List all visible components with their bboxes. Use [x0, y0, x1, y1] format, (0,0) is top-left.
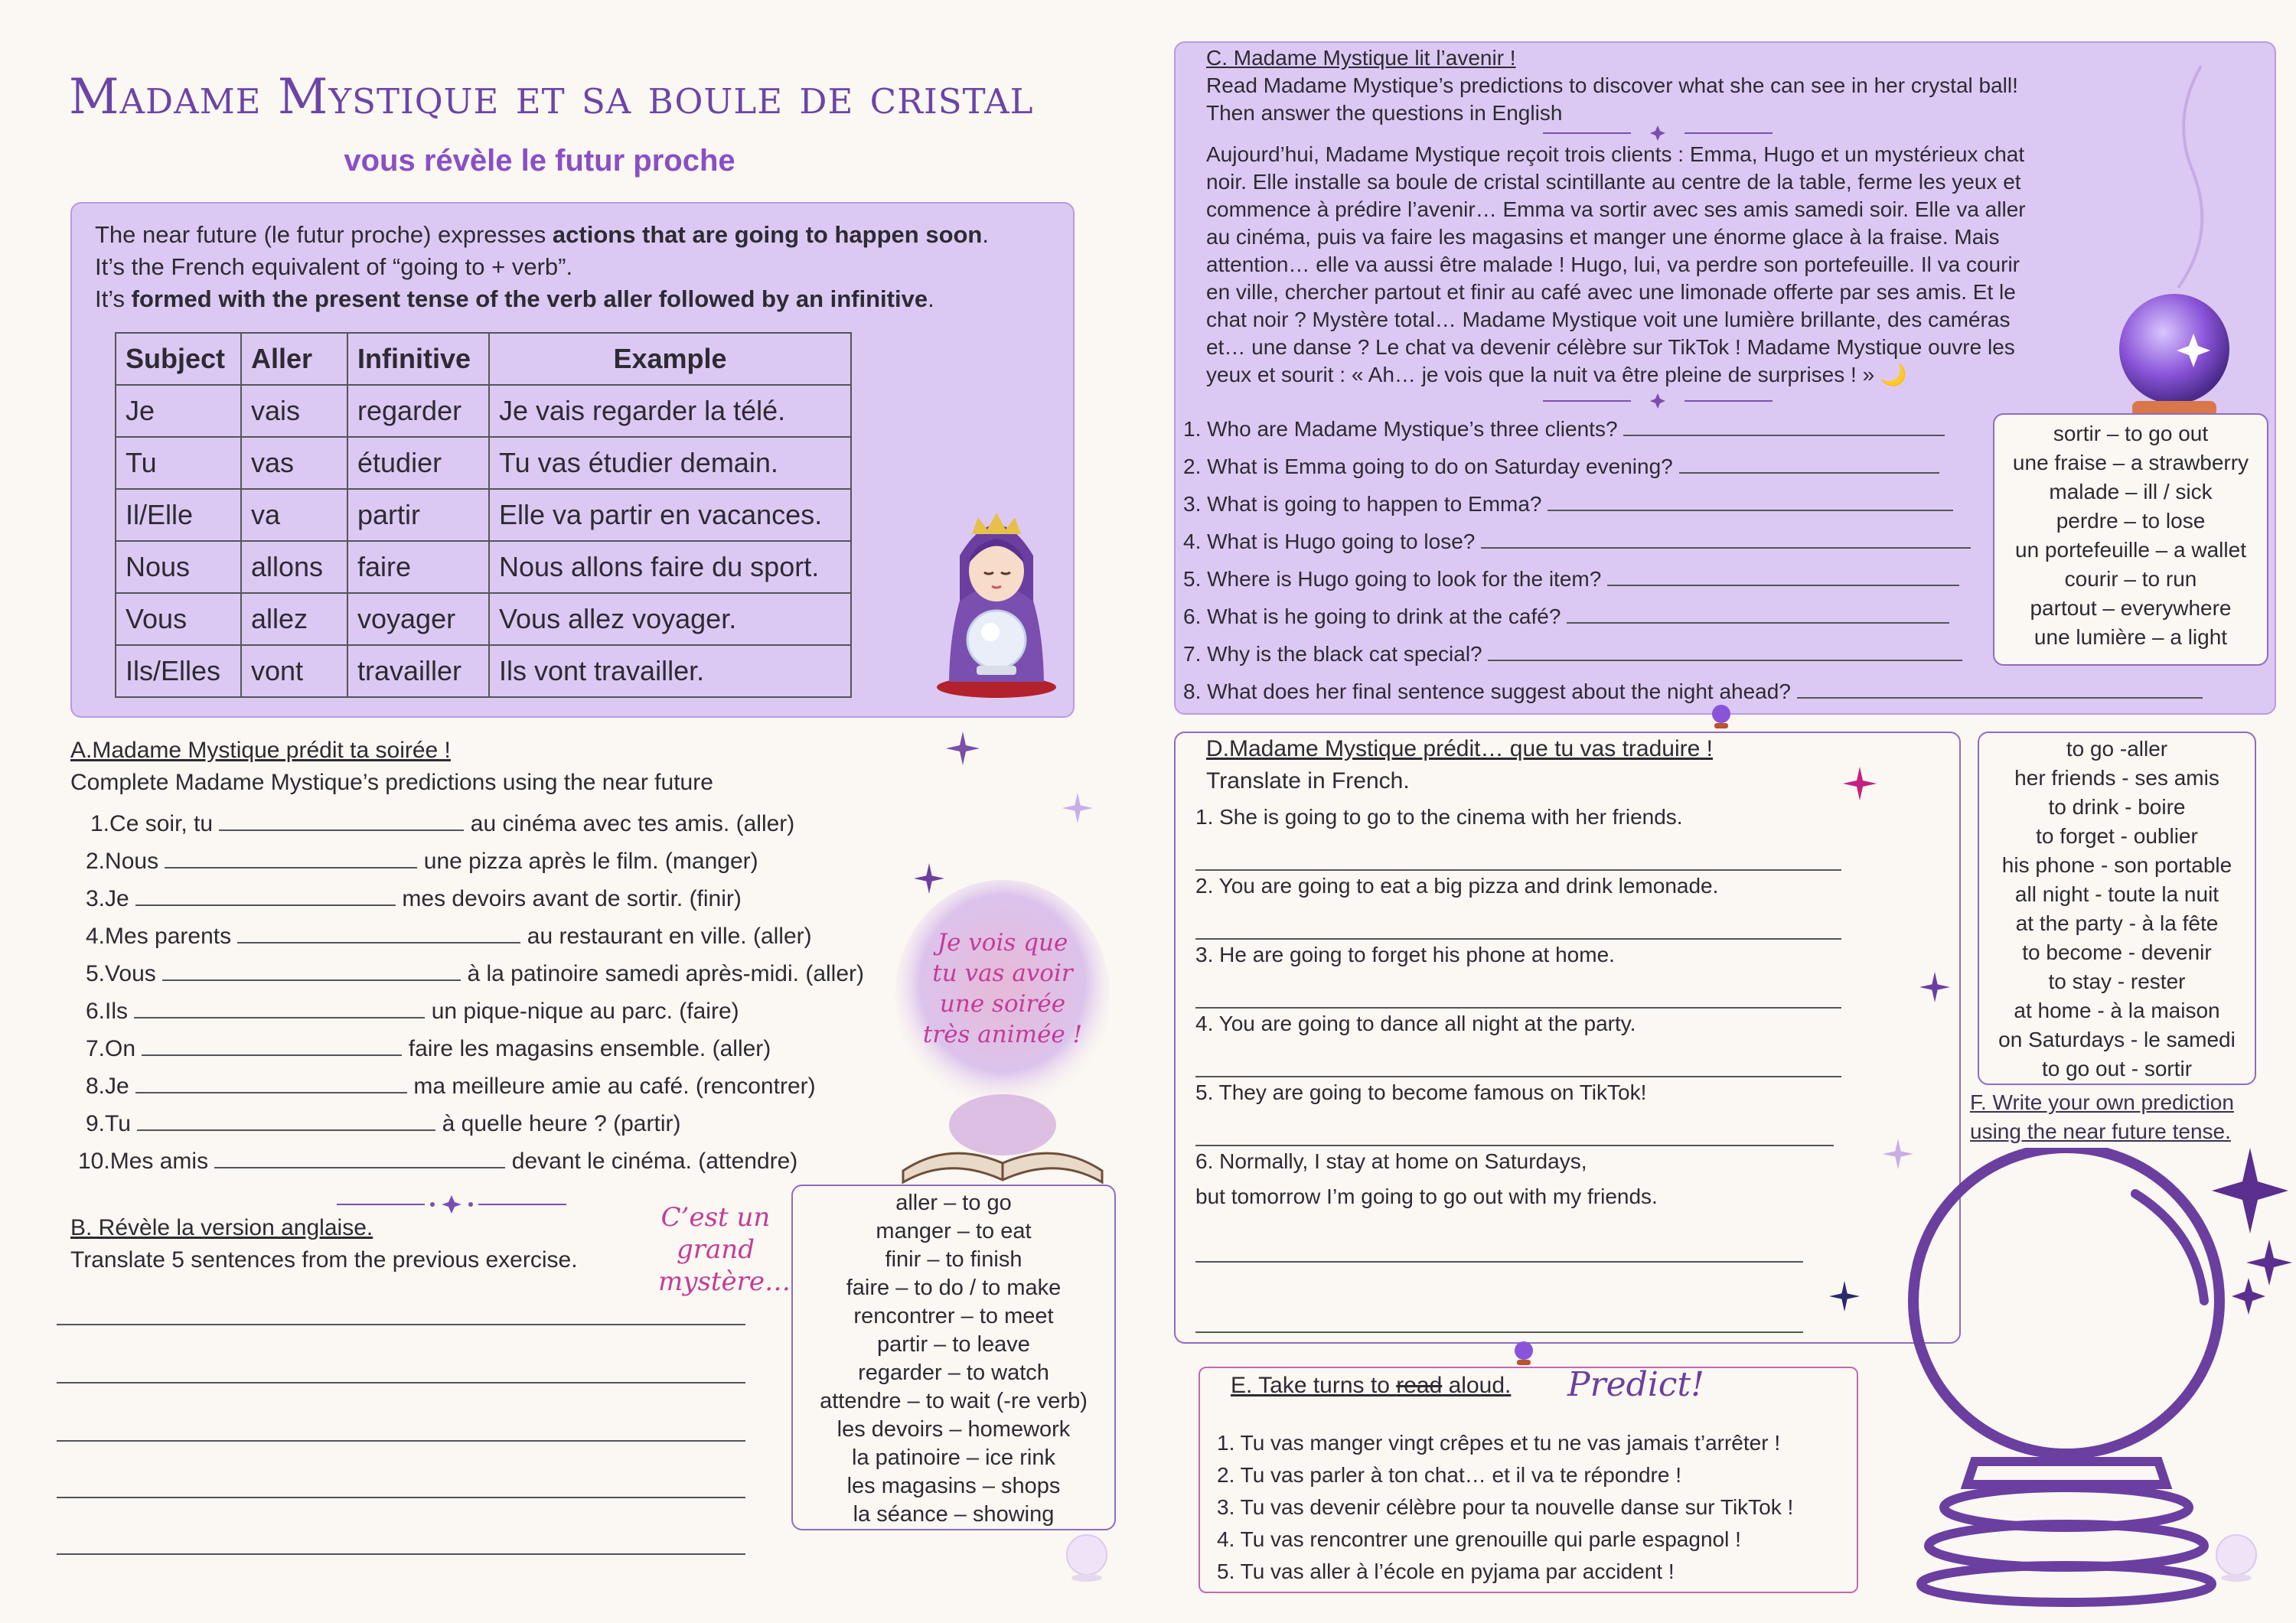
intro-panel — [70, 202, 1075, 718]
vocab-box-a: aller – to go manger – to eat finir – to finish faire – to do / to make rencontrer – to meet partir – to leave regarder – to watch attendre – to wait (-re verb) les devoirs – homework la patinoire – ice rink les magasins – shops la séance – showing — [791, 1185, 1116, 1530]
answer-blank[interactable] — [237, 924, 520, 943]
section-d-box — [1174, 732, 1961, 1344]
page-title: Madame Mystique et sa boule de cristal — [69, 69, 1034, 125]
answer-blank[interactable] — [219, 811, 464, 831]
speaking-item: 2. Tu vas parler à ton chat… et il va te répondre ! — [1217, 1463, 1681, 1487]
table-row: Ils/Elles vont travailler Ils vont travailler. — [116, 645, 851, 697]
answer-blank[interactable] — [214, 1149, 505, 1168]
bubble-text: Je vois que tu vas avoir une soirée très animée ! — [922, 929, 1083, 1048]
section-e-box — [1199, 1367, 1858, 1593]
answer-blank[interactable] — [1623, 416, 1945, 436]
answer-blank[interactable] — [1797, 679, 2203, 699]
table-header: Infinitive — [347, 333, 489, 385]
sparkle-icon — [1919, 972, 1950, 1002]
exercise-a-item: 7.On faire les magasins ensemble. (aller) — [86, 1036, 771, 1061]
exercise-a-item: 3.Je mes devoirs avant de sortir. (finir) — [86, 886, 742, 911]
story-line: Aujourd’hui, Madame Mystique reçoit trois clients : Emma, Hugo et un mystérieux chat — [1206, 142, 2025, 166]
mini-crystal-ball-icon — [1512, 1341, 1535, 1367]
intro-line-3: It’s formed with the present tense of the verb aller followed by an infinitive. — [95, 285, 934, 312]
speaking-item: 5. Tu vas aller à l’école en pyjama par accident ! — [1217, 1559, 1675, 1583]
translate-item: 5. They are going to become famous on TikTok! — [1195, 1080, 1647, 1104]
answer-blank[interactable] — [135, 886, 396, 906]
story-line: noir. Elle installe sa boule de cristal scintillante au centre de la table, ferme les yeux et — [1206, 170, 2021, 194]
exercise-a-item: 8.Je ma meilleure amie au café. (rencontrer) — [86, 1074, 816, 1099]
sparkle-icon — [1829, 1281, 1860, 1312]
answer-line[interactable] — [1195, 1261, 1803, 1263]
table-row: Vous allez voyager Vous allez voyager. — [116, 593, 851, 645]
vocab-box-d: to go -aller her friends - ses amis to drink - boire to forget - oublier his phone - son portable all night - toute la nuit at the party - à la fête to become - devenir to stay - rester at home - à la maison on Saturdays - le samedi to go out - sortir — [1978, 732, 2256, 1085]
exercise-a-item: 10.Mes amis devant le cinéma. (attendre) — [78, 1149, 798, 1174]
answer-line[interactable] — [1195, 1331, 1803, 1333]
question-line: 3. What is going to happen to Emma? — [1183, 491, 1953, 517]
answer-line[interactable] — [1195, 1145, 1834, 1146]
sparkle-icon — [914, 863, 944, 894]
exercise-a-item: 1.Ce soir, tu au cinéma avec tes amis. (aller) — [90, 811, 795, 836]
page-subtitle: vous révèle le futur proche — [344, 144, 735, 178]
speaking-item: 4. Tu vas rencontrer une grenouille qui parle espagnol ! — [1217, 1527, 1741, 1551]
conjugation-table — [115, 332, 852, 698]
table-row: Nous allons faire Nous allons faire du sport. — [116, 541, 851, 593]
question-line: 2. What is Emma going to do on Saturday evening? — [1183, 454, 1939, 479]
table-header: Subject — [116, 333, 241, 385]
section-b-heading: B. Révèle la version anglaise. — [70, 1215, 373, 1240]
exercise-a-item: 2.Nous une pizza après le film. (manger) — [86, 849, 758, 874]
answer-blank[interactable] — [137, 1111, 435, 1131]
answer-blank[interactable] — [134, 999, 425, 1018]
fortune-teller-illustration — [935, 487, 1058, 701]
sparkle-icon — [1883, 1139, 1913, 1169]
sparkle-icon — [1062, 793, 1093, 823]
answer-line[interactable] — [1195, 1007, 1841, 1009]
pearl-ball-icon — [1065, 1533, 1108, 1582]
story-line: yeux et sourit : « Ah… je vois que la nuit va être pleine de surprises ! » 🌙 — [1206, 363, 1907, 386]
answer-line[interactable] — [57, 1553, 745, 1555]
answer-line[interactable] — [57, 1324, 745, 1325]
answer-blank[interactable] — [142, 1036, 402, 1056]
section-c-instruction: Read Madame Mystique’s predictions to discover what she can see in her crystal ball! — [1206, 73, 2018, 97]
exercise-a-item: 9.Tu à quelle heure ? (partir) — [86, 1111, 681, 1136]
sparkle-icon — [946, 732, 980, 765]
table-row: Tu vas étudier Tu vas étudier demain. — [116, 437, 851, 489]
answer-line[interactable] — [57, 1382, 745, 1383]
divider-ornament — [1543, 125, 1773, 141]
section-d-instruction: Translate in French. — [1206, 768, 1410, 794]
section-a-instruction: Complete Madame Mystique’s predictions using the near future — [70, 770, 713, 795]
translate-item: 4. You are going to dance all night at the party. — [1195, 1012, 1636, 1035]
section-c-heading: C. Madame Mystique lit l’avenir ! — [1206, 46, 1516, 70]
answer-line[interactable] — [1195, 869, 1841, 871]
story-line: attention… elle va aussi être malade ! Hugo, lui, va perdre son portefeuille. Il va courir — [1206, 253, 2020, 276]
answer-line[interactable] — [57, 1497, 745, 1498]
exercise-a-item: 5.Vous à la patinoire samedi après-midi. (aller) — [86, 961, 864, 986]
answer-blank[interactable] — [135, 1074, 407, 1093]
table-row: Je vais regarder Je vais regarder la télé. — [116, 385, 851, 437]
exercise-a-item: 6.Ils un pique-nique au parc. (faire) — [86, 999, 739, 1024]
question-line: 4. What is Hugo going to lose? — [1183, 529, 1971, 554]
section-d-heading: D.Madame Mystique prédit… que tu vas traduire ! — [1206, 736, 1713, 761]
answer-blank[interactable] — [1488, 641, 1962, 661]
vocab-box-c: sortir – to go out une fraise – a strawberry malade – ill / sick perdre – to lose un portefeuille – a wallet courir – to run partout – everywhere une lumière – a light — [1993, 413, 2268, 666]
mini-crystal-ball-icon — [1710, 704, 1733, 730]
question-line: 1. Who are Madame Mystique’s three clients? — [1183, 416, 1945, 442]
answer-blank[interactable] — [1567, 604, 1949, 624]
section-a-heading: A.Madame Mystique prédit ta soirée ! — [70, 738, 451, 763]
answer-blank[interactable] — [165, 849, 417, 869]
story-line: chat noir ? Mystère total… Madame Mystique voit une lumière brillante, des caméras — [1206, 308, 2011, 331]
speaking-item: 3. Tu vas devenir célèbre pour ta nouvelle danse sur TikTok ! — [1217, 1495, 1794, 1519]
exercise-a-item: 4.Mes parents au restaurant en ville. (aller) — [86, 924, 812, 949]
mystery-text: C’est un grand mystère… — [658, 1202, 791, 1297]
answer-blank[interactable] — [1548, 491, 1953, 511]
table-row: Il/Elle va partir Elle va partir en vacances. — [116, 489, 851, 541]
translate-item: 6. Normally, I stay at home on Saturdays, — [1195, 1149, 1587, 1173]
story-line: commence à prédire l’avenir… Emma va sortir avec ses amis samedi soir. Elle va aller — [1206, 197, 2026, 221]
divider-ornament — [1543, 393, 1773, 409]
answer-line[interactable] — [1195, 938, 1841, 940]
translate-item: 2. You are going to eat a big pizza and drink lemonade. — [1195, 874, 1719, 898]
answer-blank[interactable] — [1607, 566, 1959, 586]
section-e-heading: E. Take turns to read aloud. — [1231, 1373, 1512, 1398]
answer-line[interactable] — [1195, 1076, 1841, 1077]
translate-item: but tomorrow I’m going to go out with my friends. — [1195, 1185, 1658, 1208]
speaking-item: 1. Tu vas manger vingt crêpes et tu ne vas jamais t’arrêter ! — [1217, 1431, 1781, 1455]
table-header: Example — [489, 333, 851, 385]
question-line: 8. What does her final sentence suggest about the night ahead? — [1183, 679, 2203, 704]
pearl-ball-icon — [2215, 1533, 2258, 1582]
predict-script: Predict! — [1567, 1365, 1704, 1404]
question-line: 7. Why is the black cat special? — [1183, 641, 1962, 666]
story-line: au cinéma, puis va faire les magasins et manger une énorme glace à la fraise. Mais — [1206, 225, 2000, 249]
section-c-instruction: Then answer the questions in English — [1206, 101, 1563, 125]
table-header: Aller — [241, 333, 347, 385]
section-b-instruction: Translate 5 sentences from the previous exercise. — [70, 1247, 578, 1273]
section-f-heading: F. Write your own prediction using the near future tense. — [1970, 1090, 2234, 1143]
answer-line[interactable] — [57, 1440, 745, 1442]
story-line: en ville, chercher partout et finir au café avec une limonade offerte par ses amis. Et le — [1206, 280, 2016, 304]
answer-blank[interactable] — [1679, 454, 1939, 474]
question-line: 5. Where is Hugo going to look for the item? — [1183, 566, 1959, 592]
question-line: 6. What is he going to drink at the café? — [1183, 604, 1949, 629]
intro-line-2: It’s the French equivalent of “going to + verb”. — [95, 253, 573, 280]
crystal-ball-illustration — [2109, 58, 2239, 441]
answer-blank[interactable] — [1481, 529, 1971, 549]
sparkle-icon — [1843, 767, 1877, 800]
divider-ornament — [337, 1195, 566, 1214]
intro-line-1: The near future (le futur proche) expresses actions that are going to happen soon. — [95, 221, 989, 248]
translate-item: 1. She is going to go to the cinema with her friends. — [1195, 805, 1683, 829]
translate-item: 3. He are going to forget his phone at home. — [1195, 943, 1615, 966]
story-line: et… une danse ? Le chat va devenir célèbre sur TikTok ! Madame Mystique ouvre les — [1206, 335, 2015, 359]
answer-blank[interactable] — [162, 961, 461, 981]
